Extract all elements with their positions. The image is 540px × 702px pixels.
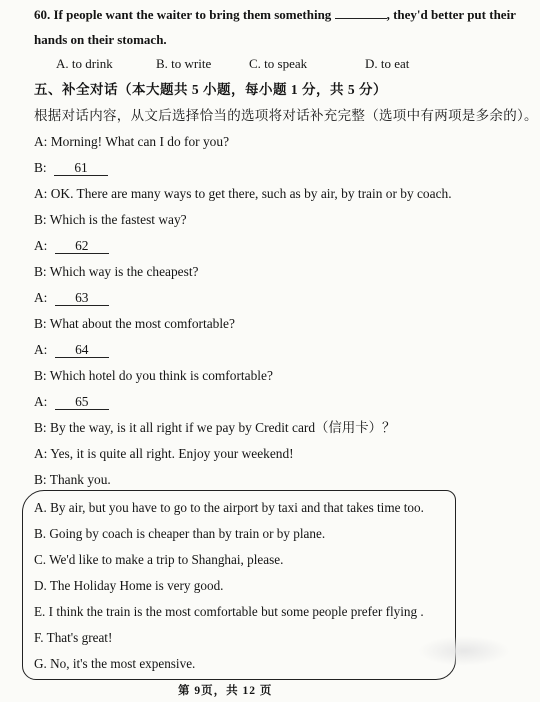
dialogue-line: B: What about the most comfortable?: [34, 316, 235, 331]
q60-text-after: , they'd better put their: [386, 7, 516, 22]
choice-f: F. That's great!: [34, 630, 113, 645]
blank-65: 65: [55, 395, 109, 410]
choice-e: E. I think the train is the most comfortable but some people prefer flying .: [34, 604, 424, 619]
dialogue-line: A: OK. There are many ways to get there, such as by air, by train or by coach.: [34, 186, 452, 201]
dialogue-line: A: 63: [34, 290, 109, 306]
question-60-options: [56, 56, 409, 72]
question-60: [34, 6, 516, 23]
choice-d: D. The Holiday Home is very good.: [34, 578, 224, 593]
blank-63: 63: [55, 291, 109, 306]
q60-text-before: 60. If people want the waiter to bring them something: [34, 7, 332, 22]
section-instruction: 根据对话内容，从文后选择恰当的选项将对话补充完整（选项中有两项是多余的）。: [34, 108, 538, 123]
dialogue-line: B: Which is the fastest way?: [34, 212, 187, 227]
dialogue-line: A: 65: [34, 394, 109, 410]
option-a: A. to drink: [56, 56, 113, 71]
choice-c: C. We'd like to make a trip to Shanghai, please.: [34, 552, 284, 567]
choice-g: G. No, it's the most expensive.: [34, 656, 196, 671]
section-title: 五、补全对话（本大题共 5 小题，每小题 1 分，共 5 分）: [34, 82, 387, 97]
option-c: C. to speak: [249, 56, 308, 71]
option-b: B. to write: [156, 56, 212, 71]
dialogue-line: B: By the way, is it all right if we pay by Credit card（信用卡）？: [34, 420, 396, 435]
scan-smudge: [418, 636, 510, 666]
blank-64: 64: [55, 343, 109, 358]
option-d: D. to eat: [365, 56, 410, 71]
page-footer: 第 9页，共 12 页: [178, 685, 273, 697]
dialogue-line: B: Which way is the cheapest?: [34, 264, 199, 279]
choice-b: B. Going by coach is cheaper than by train or by plane.: [34, 526, 326, 541]
dialogue-line: A: Yes, it is quite all right. Enjoy your weekend!: [34, 446, 294, 461]
question-60-continuation: hands on their stomach.: [34, 32, 167, 47]
dialogue-line: B: Thank you.: [34, 472, 111, 487]
dialogue-line: B: Which hotel do you think is comfortable?: [34, 368, 273, 383]
q60-blank: [335, 6, 387, 19]
blank-62: 62: [55, 239, 109, 254]
dialogue-line: A: Morning! What can I do for you?: [34, 134, 230, 149]
dialogue-line: A: 62: [34, 238, 109, 254]
choice-a: A. By air, but you have to go to the airport by taxi and that takes time too.: [34, 500, 424, 515]
dialogue-line: B: 61: [34, 160, 108, 176]
blank-61: 61: [54, 161, 108, 176]
dialogue-line: A: 64: [34, 342, 109, 358]
